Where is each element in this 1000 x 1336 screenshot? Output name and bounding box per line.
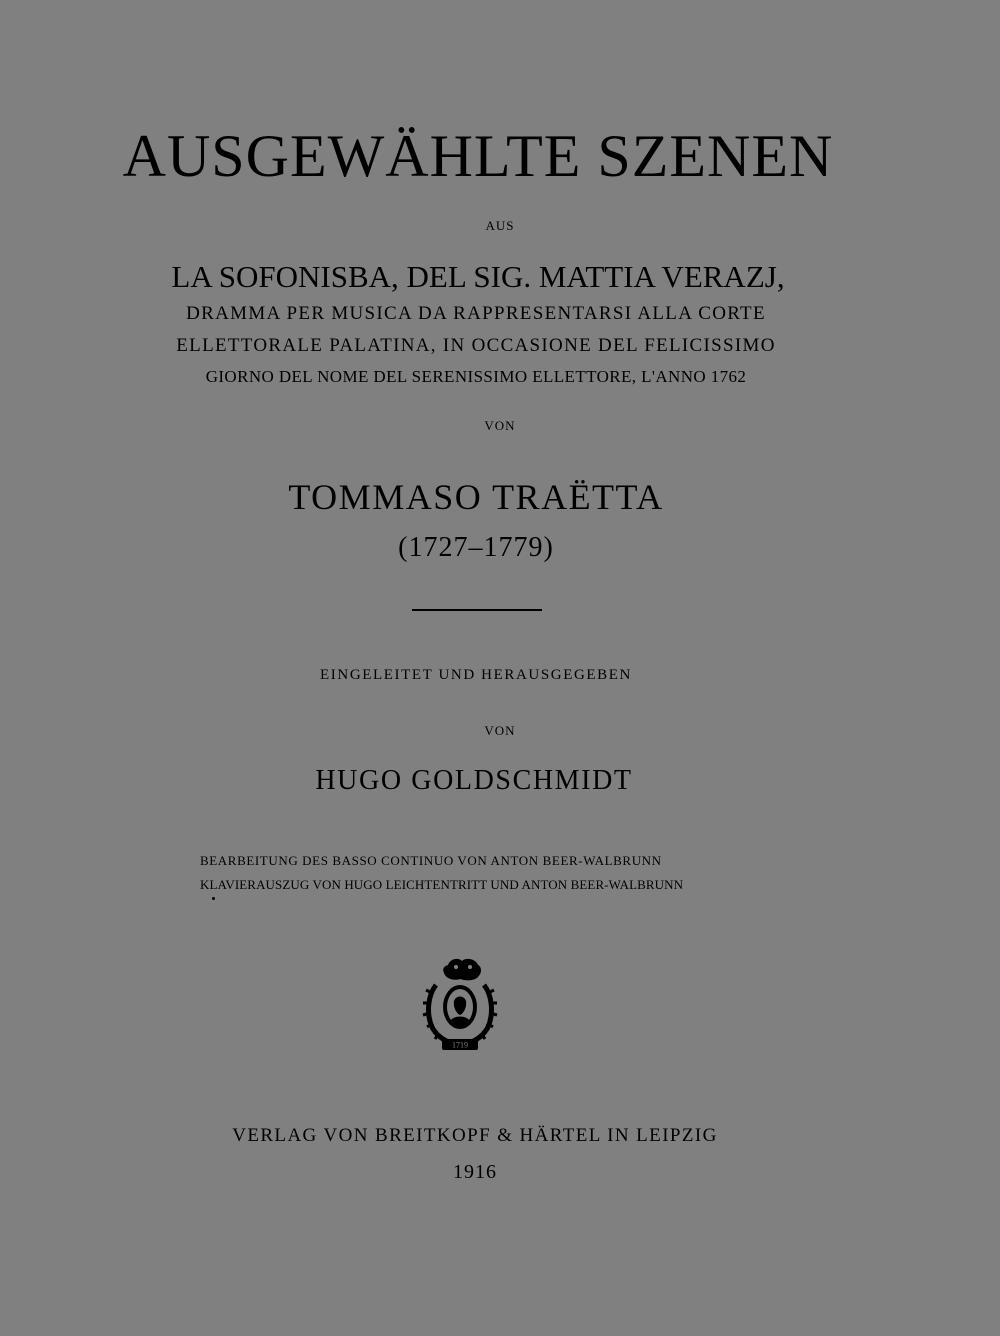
main-title: AUSGEWÄHLTE SZENEN — [122, 123, 834, 189]
opera-title: LA SOFONISBA, DEL SIG. MATTIA VERAZJ, — [171, 259, 785, 294]
subtitle-line-2: ELLETTORALE PALATINA, IN OCCASIONE DEL FELICISSIMO — [176, 335, 776, 356]
divider-rule — [412, 609, 542, 611]
emblem-year: 1719 — [452, 1040, 468, 1050]
subtitle-line-1: DRAMMA PER MUSICA DA RAPPRESENTARSI ALLA CORTE — [186, 303, 766, 324]
publication-year: 1916 — [453, 1161, 497, 1183]
subtitle-line-3: GIORNO DEL NOME DEL SERENISSIMO ELLETTORE, L'ANNO 1762 — [205, 367, 747, 386]
editor-name: HUGO GOLDSCHMIDT — [315, 765, 633, 796]
aus-label: AUS — [485, 218, 515, 233]
credit-line-2: KLAVIERAUSZUG VON HUGO LEICHTENTRITT UND ANTON BEER-WALBRUNN — [200, 877, 684, 892]
credit-line-1: BEARBEITUNG DES BASSO CONTINUO VON ANTON BEER-WALBRUNN — [200, 853, 662, 868]
publisher-emblem-icon — [420, 955, 500, 1055]
publisher-line: VERLAG VON BREITKOPF & HÄRTEL IN LEIPZIG — [232, 1125, 718, 1146]
stray-dot — [212, 897, 215, 900]
composer-name: TOMMASO TRAËTTA — [288, 477, 664, 517]
composer-dates: (1727–1779) — [398, 532, 554, 563]
von-label-1: VON — [484, 418, 516, 433]
von-label-2: VON — [484, 723, 516, 738]
editor-intro: EINGELEITET UND HERAUSGEGEBEN — [320, 667, 632, 683]
